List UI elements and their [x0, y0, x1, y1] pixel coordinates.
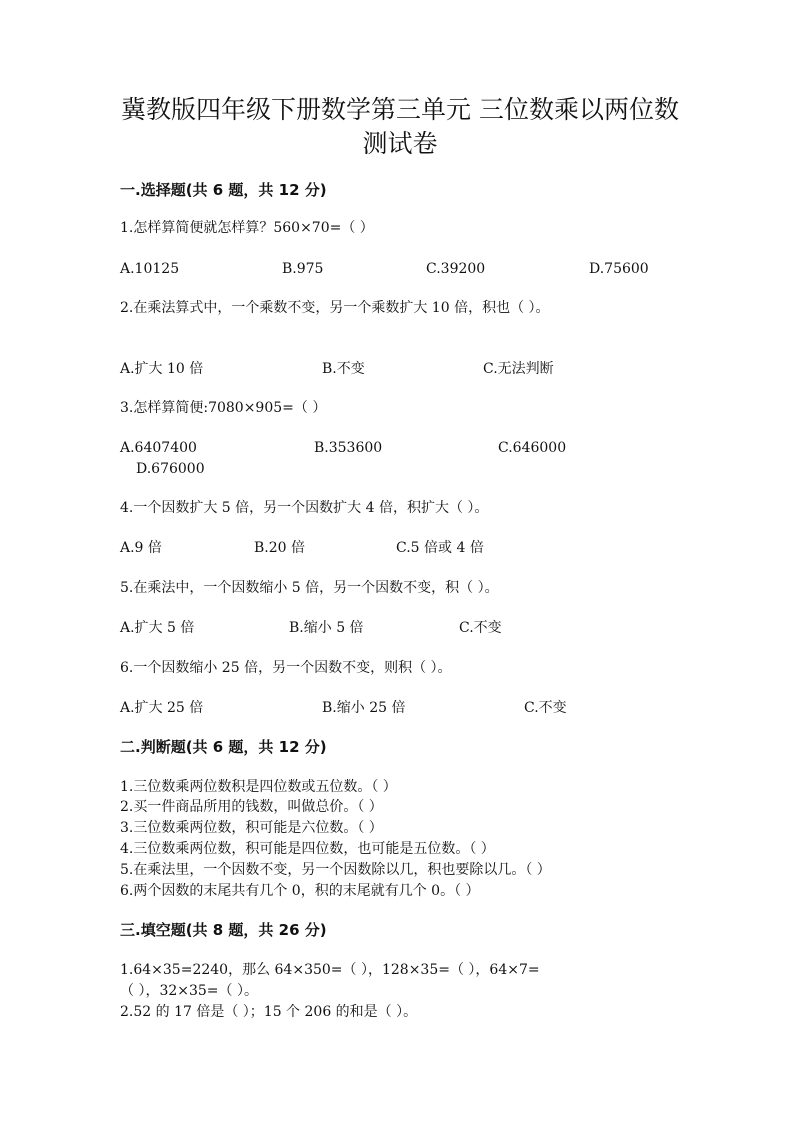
q1-option-d: D.75600	[589, 261, 649, 277]
q4-option-b: B.20 倍	[254, 540, 306, 556]
section-heading-fill-blank: 三.填空题(共 8 题，共 26 分)	[120, 921, 327, 939]
question-6-text: 6.一个因数缩小 25 倍，另一个因数不变，则积（ ）。	[120, 660, 452, 676]
question-4-text: 4.一个因数扩大 5 倍，另一个因数扩大 4 倍，积扩大（ ）。	[120, 500, 489, 516]
q2-option-a: A.扩大 10 倍	[120, 361, 204, 377]
fill-blank-line-3: 2.52 的 17 倍是（ ）；15 个 206 的和是（ ）。	[120, 1004, 418, 1020]
q1-option-a: A.10125	[120, 261, 180, 277]
question-1-text: 1.怎样算简便就怎样算？560×70=（ ）	[120, 220, 374, 236]
q3-option-d: D.676000	[136, 461, 205, 477]
section-heading-choice: 一.选择题(共 6 题，共 12 分)	[120, 181, 327, 199]
q6-option-a: A.扩大 25 倍	[120, 700, 204, 716]
section-heading-judgement: 二.判断题(共 6 题，共 12 分)	[120, 738, 327, 756]
q4-option-c: C.5 倍或 4 倍	[396, 540, 484, 556]
judgement-item-3: 3.三位数乘两位数，积可能是六位数。（ ）	[120, 820, 383, 836]
question-5-text: 5.在乘法中，一个因数缩小 5 倍，另一个因数不变，积（ ）。	[120, 580, 499, 596]
q3-option-b: B.353600	[314, 440, 383, 456]
q6-option-c: C.不变	[524, 700, 567, 716]
q2-option-b: B.不变	[322, 361, 365, 377]
judgement-item-1: 1.三位数乘两位数积是四位数或五位数。（ ）	[120, 779, 397, 795]
page-title-line-2: 测试卷	[362, 129, 438, 158]
q2-option-c: C.无法判断	[483, 361, 554, 377]
fill-blank-line-2: （ ），32×35=（ ）。	[120, 983, 258, 999]
q5-option-b: B.缩小 5 倍	[289, 620, 364, 636]
fill-blank-line-1: 1.64×35=2240，那么 64×350=（ ），128×35=（ ），64×7=	[120, 962, 540, 978]
judgement-item-5: 5.在乘法里，一个因数不变，另一个因数除以几，积也要除以几。（ ）	[120, 862, 551, 878]
q5-option-c: C.不变	[459, 620, 502, 636]
q3-option-a: A.6407400	[120, 440, 197, 456]
q4-option-a: A.9 倍	[120, 540, 162, 556]
q6-option-b: B.缩小 25 倍	[322, 700, 406, 716]
page-title-line-1: 冀教版四年级下册数学第三单元 三位数乘以两位数	[121, 95, 679, 124]
question-3-text: 3.怎样算简便:7080×905=（ ）	[120, 400, 327, 416]
question-2-text: 2.在乘法算式中，一个乘数不变，另一个乘数扩大 10 倍，积也（ ）。	[120, 300, 550, 316]
q1-option-b: B.975	[282, 261, 324, 277]
judgement-item-4: 4.三位数乘两位数，积可能是四位数，也可能是五位数。（ ）	[120, 841, 495, 857]
judgement-item-2: 2.买一件商品所用的钱数，叫做总价。（ ）	[120, 799, 383, 815]
judgement-item-6: 6.两个因数的末尾共有几个 0，积的末尾就有几个 0。（ ）	[120, 883, 480, 899]
q5-option-a: A.扩大 5 倍	[120, 620, 195, 636]
q1-option-c: C.39200	[426, 261, 486, 277]
q3-option-c: C.646000	[498, 440, 567, 456]
